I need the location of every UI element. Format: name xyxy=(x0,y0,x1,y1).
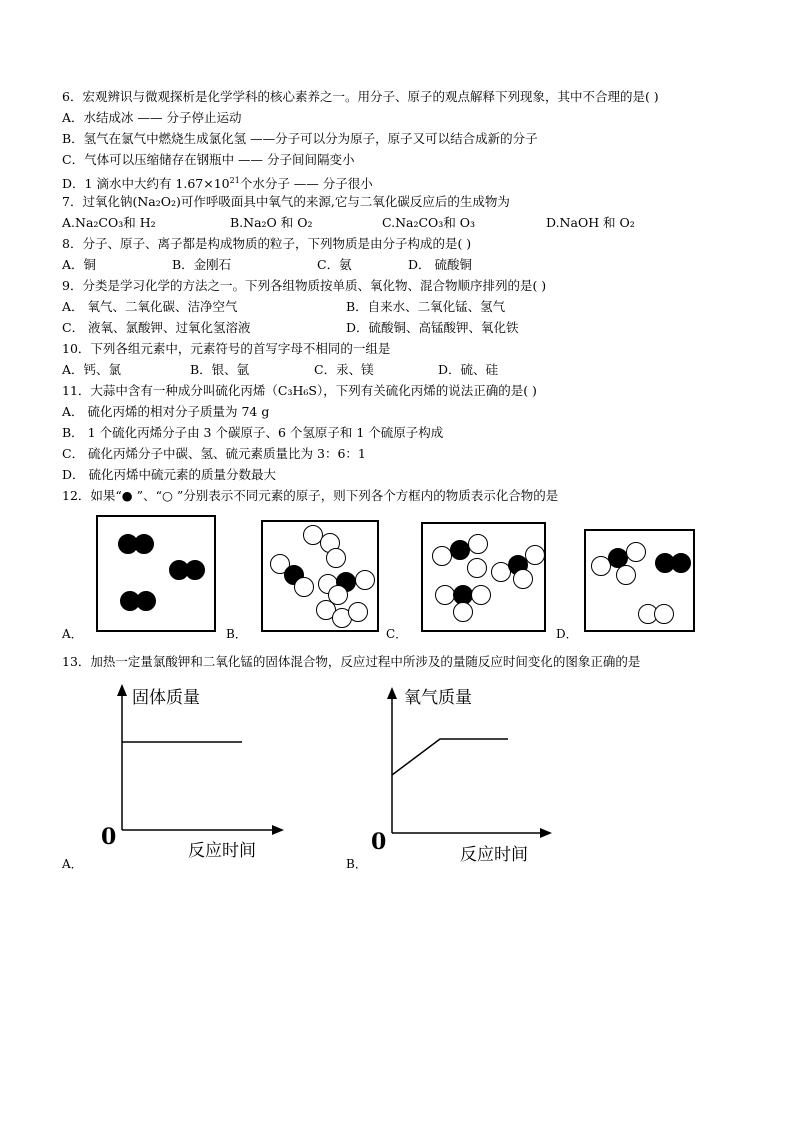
white-atom xyxy=(432,546,452,566)
q12-box-d xyxy=(584,529,695,632)
q7-stem: 7．过氧化钠(Na₂O₂)可作呼吸面具中氧气的来源,它与二氧化碳反应后的生成物为 xyxy=(62,194,510,209)
q9-option-a: A． 氧气、二氧化碳、洁净空气 xyxy=(62,299,238,314)
q12-label-a: A． xyxy=(62,627,83,641)
white-atom xyxy=(467,558,487,578)
graph-b-ylabel: 氧气质量 xyxy=(404,688,472,708)
white-atom xyxy=(513,569,533,589)
white-atom xyxy=(626,542,646,562)
q8-stem: 8．分子、原子、离子都是构成物质的粒子，下列物质是由分子构成的是( ) xyxy=(62,236,472,251)
q12-label-c: C． xyxy=(386,627,408,641)
y-axis-arrow xyxy=(117,684,127,696)
q8-option-d: D． 硫酸铜 xyxy=(408,257,472,272)
white-atom xyxy=(294,577,314,597)
q13-graph-a xyxy=(96,680,296,860)
q6-option-a: A．水结成冰 —— 分子停止运动 xyxy=(62,110,242,125)
q11-option-c: C． 硫化丙烯分子中碳、氢、硫元素质量比为 3：6：1 xyxy=(62,446,366,461)
q8-option-a: A．铜 xyxy=(62,257,97,272)
white-atom xyxy=(468,534,488,554)
q13-label-b: B． xyxy=(346,857,367,871)
q10-stem: 10．下列各组元素中，元素符号的首写字母不相同的一组是 xyxy=(62,341,391,356)
q8-option-b: B．金刚石 xyxy=(172,257,232,272)
graph-a-origin: 0 xyxy=(101,824,117,850)
black-atom xyxy=(185,560,205,580)
white-atom xyxy=(435,585,455,605)
q9-option-d: D．硫酸铜、高锰酸钾、氧化铁 xyxy=(346,320,519,335)
black-atom xyxy=(134,534,154,554)
x-axis-arrow xyxy=(540,828,552,838)
q13-stem: 13．加热一定量氯酸钾和二氧化锰的固体混合物，反应过程中所涉及的量随反应时间变化的图象正确的是 xyxy=(62,654,641,669)
white-atom xyxy=(616,565,636,585)
q8-option-c: C．氨 xyxy=(317,257,352,272)
white-atom xyxy=(471,585,491,605)
q13-graph-b xyxy=(366,683,566,865)
white-atom xyxy=(525,545,545,565)
q11-option-a: A． 硫化丙烯的相对分子质量为 74 g xyxy=(62,404,270,419)
q9-option-c: C． 液氧、氯酸钾、过氧化氢溶液 xyxy=(62,320,251,335)
graph-b-curve xyxy=(392,739,508,775)
q6-stem: 6．宏观辨识与微观探析是化学学科的核心素养之一。用分子、原子的观点解释下列现象，其中不合理的是( ) xyxy=(62,89,659,104)
q10-option-b: B．银、氩 xyxy=(190,362,250,377)
black-atom xyxy=(136,591,156,611)
q10-option-c: C．汞、镁 xyxy=(314,362,374,377)
q7-option-b: B.Na₂O 和 O₂ xyxy=(230,215,313,230)
q11-option-b: B． 1 个硫化丙烯分子由 3 个碳原子、6 个氢原子和 1 个硫原子构成 xyxy=(62,425,444,440)
q10-option-d: D．硫、硅 xyxy=(438,362,499,377)
q7-option-d: D.NaOH 和 O₂ xyxy=(546,215,635,230)
q12-box-c xyxy=(421,522,546,632)
q6-option-c: C．气体可以压缩储存在钢瓶中 —— 分子间间隔变小 xyxy=(62,152,355,167)
q13-label-a: A． xyxy=(62,857,83,871)
y-axis-arrow xyxy=(387,687,397,699)
q11-option-d: D． 硫化丙烯中硫元素的质量分数最大 xyxy=(62,467,276,482)
q9-stem: 9．分类是学习化学的方法之一。下列各组物质按单质、氧化物、混合物顺序排列的是( ) xyxy=(62,278,547,293)
q12-box-b xyxy=(261,520,379,632)
q6-option-d-pre: D．1 滴水中大约有 1.67×10 xyxy=(62,176,230,192)
q7-option-a: A.Na₂CO₃和 H₂ xyxy=(62,215,156,230)
q12-label-b: B． xyxy=(226,627,247,641)
white-atom xyxy=(326,548,346,568)
graph-b-origin: 0 xyxy=(371,829,387,855)
q12-box-a xyxy=(96,515,216,632)
graph-a-xlabel: 反应时间 xyxy=(188,841,256,860)
q7-option-c: C.Na₂CO₃和 O₃ xyxy=(382,215,476,230)
white-atom xyxy=(654,604,674,624)
x-axis-arrow xyxy=(272,825,284,835)
q6-option-d-sup: 21 xyxy=(229,176,240,185)
q10-option-a: A．钙、氯 xyxy=(62,362,122,377)
white-atom xyxy=(355,570,375,590)
q12-stem: 12．如果“● ”、“○ ”分别表示不同元素的原子，则下列各个方框内的物质表示化合物的是 xyxy=(62,488,559,503)
black-atom xyxy=(671,553,691,573)
q6-option-b: B．氢气在氯气中燃烧生成氯化氢 ——分子可以分为原子，原子又可以结合成新的分子 xyxy=(62,131,538,146)
q11-stem: 11．大蒜中含有一种成分叫硫化丙烯（C₃H₆S），下列有关硫化丙烯的说法正确的是( ) xyxy=(62,383,537,398)
white-atom xyxy=(348,602,368,622)
graph-b-xlabel: 反应时间 xyxy=(460,845,528,865)
q6-option-d xyxy=(62,172,373,193)
q6-option-d-post: 个水分子 —— 分子很小 xyxy=(239,176,373,192)
q12-label-d: D． xyxy=(556,627,578,641)
white-atom xyxy=(453,602,473,622)
graph-a-ylabel: 固体质量 xyxy=(132,688,200,708)
black-atom xyxy=(450,540,470,560)
q9-option-b: B．自来水、二氧化锰、氢气 xyxy=(346,299,506,314)
